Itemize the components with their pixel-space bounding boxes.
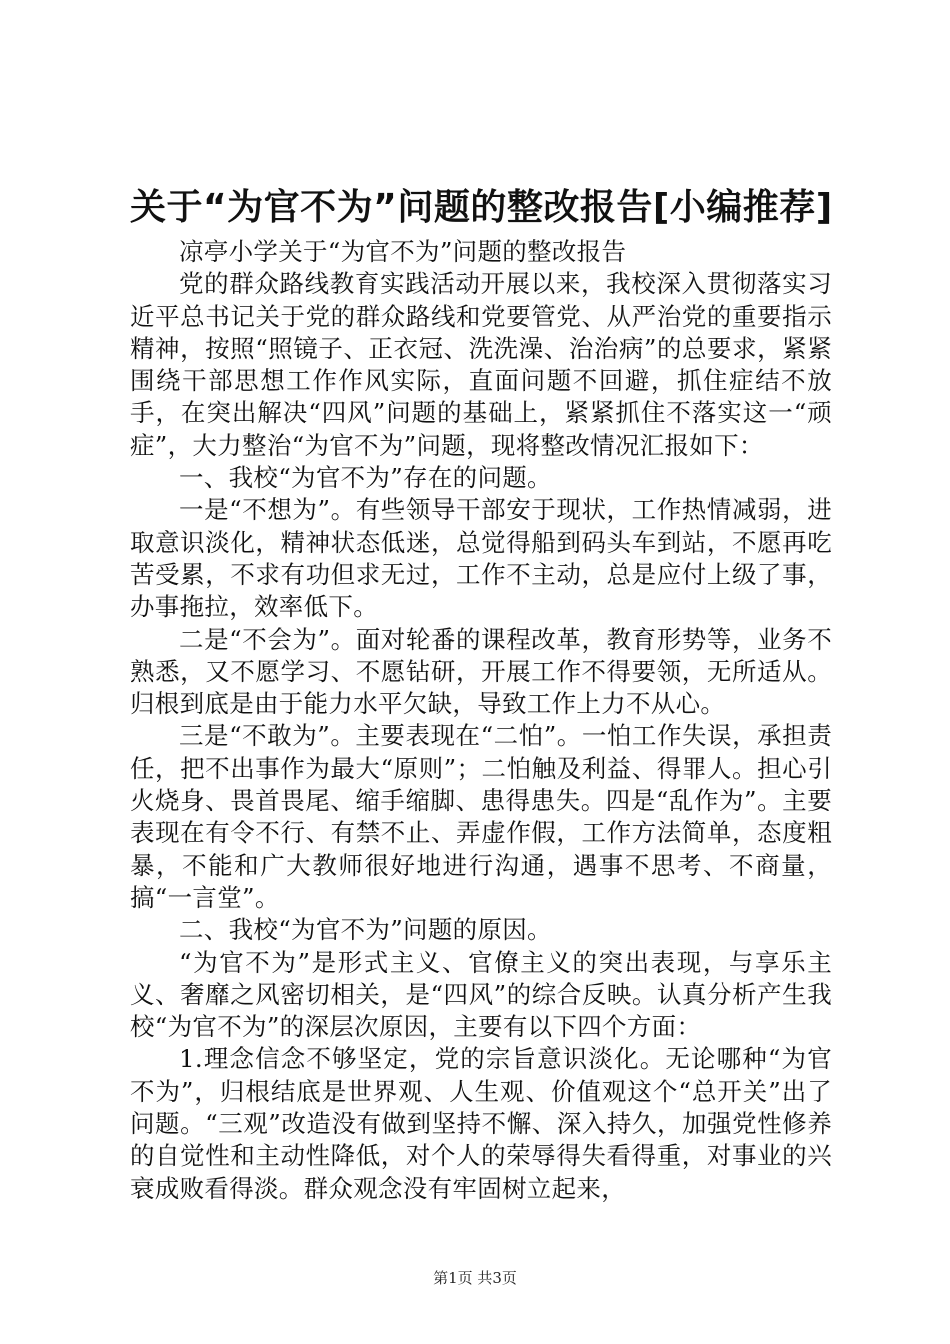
paragraph-subtitle: 凉亭小学关于“为官不为”问题的整改报告 <box>179 237 627 266</box>
section-heading-causes: 二、我校“为官不为”问题的原因。 <box>179 915 552 945</box>
document-body <box>130 236 832 1205</box>
paragraph-cause-1: 1.理念信念不够坚定，党的宗旨意识淡化。无论哪种“为官不为”，归根结底是世界观、人生观、价值观这个“总开关”出了问题。“三观”改造没有做到坚持不懈、深入持久，加强党性修养的自觉性和主动性降低，对个人的荣辱得失看得重，对事业的兴衰成败看得淡。群众观念没有牢固树立起来， <box>130 1044 832 1203</box>
page-number-footer: 第1页 共3页 <box>433 1269 517 1287</box>
paragraph-intro: 党的群众路线教育实践活动开展以来，我校深入贯彻落实习近平总书记关于党的群众路线和党要管党、从严治党的重要指示精神，按照“照镜子、正衣冠、洗洗澡、治治病”的总要求，紧紧围绕干部思想工作作风实际，直面问题不回避，抓住症结不放手，在突出解决“四风”问题的基础上，紧紧抓住不落实这一“顽症”，大力整治“为官不为”问题，现将整改情况汇报如下： <box>130 269 832 460</box>
paragraph-not-able: 二是“不会为”。面对轮番的课程改革，教育形势等，业务不熟悉，又不愿学习、不愿钻研，开展工作不得要领，无所适从。归根到底是由于能力水平欠缺，导致工作上力不从心。 <box>130 624 832 719</box>
paragraph-not-dare: 三是“不敢为”。主要表现在“二怕”。一怕工作失误，承担责任，把不出事作为最大“原则”；二怕触及利益、得罪人。担心引火烧身、畏首畏尾、缩手缩脚、患得患失。四是“乱作为”。主要表现在有令不行、有禁不止、弄虚作假，工作方法简单，态度粗暴，不能和广大教师很好地进行沟通，遇事不思考、不商量，搞“一言堂”。 <box>130 721 832 912</box>
paragraph-causes-intro: “为官不为”是形式主义、官僚主义的突出表现，与享乐主义、奢靡之风密切相关，是“四风”的综合反映。认真分析产生我校“为官不为”的深层次原因，主要有以下四个方面： <box>130 947 832 1042</box>
paragraph-not-want: 一是“不想为”。有些领导干部安于现状，工作热情减弱，进取意识淡化，精神状态低迷，总觉得船到码头车到站，不愿再吃苦受累，不求有功但求无过，工作不主动，总是应付上级了事，办事拖拉，效率低下。 <box>130 495 832 622</box>
section-heading-problems: 一、我校“为官不为”存在的问题。 <box>179 463 552 493</box>
document-title: 关于“为官不为”问题的整改报告[小编推荐] <box>130 187 833 228</box>
